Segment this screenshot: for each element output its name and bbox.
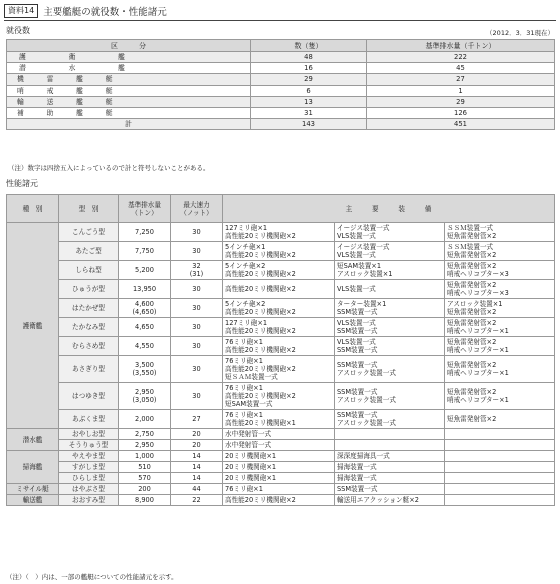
class-name: あたご型 — [59, 242, 119, 261]
equipment-3 — [445, 495, 555, 506]
table-row — [7, 440, 555, 451]
equipment-2: VLS装置一式 SSM装置一式 — [335, 318, 445, 337]
row-count: 13 — [251, 96, 367, 107]
equipment-2 — [335, 429, 445, 440]
section-title-specs: 性能諸元 — [6, 179, 38, 188]
equipment-2: SSM装置一式 アスロック装置一式 — [335, 410, 445, 429]
displacement: 8,900 — [119, 495, 171, 506]
equipment-1: 127ミリ砲×1 高性能20ミリ機関砲×2 — [223, 223, 335, 242]
equipment-3 — [445, 473, 555, 484]
displacement: 4,550 — [119, 337, 171, 356]
table-row — [7, 85, 555, 96]
class-name: あさぎり型 — [59, 356, 119, 383]
column-header-type: 種 別 — [7, 195, 59, 223]
equipment-1: 76ミリ砲×1 高性能20ミリ機関砲×2 短ＳＡＭ装置一式 — [223, 356, 335, 383]
specs-note: （注）（ ）内は、一部の艦艇についての性能諸元を示す。 — [6, 573, 178, 581]
table-row — [7, 495, 555, 506]
class-name: ひらしま型 — [59, 473, 119, 484]
table-row — [7, 383, 555, 410]
displacement: 1,000 — [119, 451, 171, 462]
displacement: 13,950 — [119, 280, 171, 299]
class-name: しらね型 — [59, 261, 119, 280]
header-rule — [4, 20, 556, 21]
row-tonnage: 29 — [367, 96, 555, 107]
displacement: 5,200 — [119, 261, 171, 280]
max-speed: 30 — [171, 318, 223, 337]
row-count: 48 — [251, 52, 367, 63]
equipment-1: 高性能20ミリ機関砲×2 — [223, 280, 335, 299]
column-header-displacement: 基準排水量 （トン） — [119, 195, 171, 223]
equipment-1: 20ミリ機関砲×1 — [223, 451, 335, 462]
equipment-2: イージス装置一式 VLS装置一式 — [335, 223, 445, 242]
class-name: こんごう型 — [59, 223, 119, 242]
equipment-1: 76ミリ砲×1 高性能20ミリ機関砲×2 短SAM装置一式 — [223, 383, 335, 410]
displacement: 200 — [119, 484, 171, 495]
equipment-2: 掃海装置一式 — [335, 473, 445, 484]
table-row — [7, 429, 555, 440]
table-row — [7, 337, 555, 356]
equipment-3: 短魚雷発射管×2 — [445, 410, 555, 429]
equipment-3: 短魚雷発射管×2 哨戒ヘリコプター×1 — [445, 383, 555, 410]
equipment-1: 76ミリ砲×1 高性能20ミリ機関砲×1 — [223, 410, 335, 429]
table-row — [7, 242, 555, 261]
class-name: やえやま型 — [59, 451, 119, 462]
equipment-1: 127ミリ砲×1 高性能20ミリ機関砲×2 — [223, 318, 335, 337]
section-title-commission: 就役数 — [6, 26, 30, 35]
equipment-2: イージス装置一式 VLS装置一式 — [335, 242, 445, 261]
class-name: はつゆき型 — [59, 383, 119, 410]
max-speed: 20 — [171, 429, 223, 440]
displacement: 2,950 (3,050) — [119, 383, 171, 410]
max-speed: 30 — [171, 337, 223, 356]
equipment-1: 20ミリ機関砲×1 — [223, 473, 335, 484]
column-header-equipment: 主 要 装 備 — [223, 195, 555, 223]
row-label: 機 雷 艦 艇 — [7, 74, 251, 85]
max-speed: 30 — [171, 356, 223, 383]
max-speed: 27 — [171, 410, 223, 429]
equipment-2: VLS装置一式 — [335, 280, 445, 299]
equipment-1: 20ミリ機関砲×1 — [223, 462, 335, 473]
displacement: 3,500 (3,550) — [119, 356, 171, 383]
displacement: 2,750 — [119, 429, 171, 440]
equipment-3: ＳＳＭ装置一式 短魚雷発射管×2 — [445, 223, 555, 242]
equipment-3: ＳＳＭ装置一式 短魚雷発射管×2 — [445, 242, 555, 261]
class-name: むらさめ型 — [59, 337, 119, 356]
equipment-2: VLS装置一式 SSM装置一式 — [335, 337, 445, 356]
row-label: 護 衛 艦 — [7, 52, 251, 63]
max-speed: 44 — [171, 484, 223, 495]
table-row — [7, 52, 555, 63]
table-row — [7, 107, 555, 118]
equipment-2: 輸送用エアクッション艇×2 — [335, 495, 445, 506]
as-of-date: （2012．3．31現在） — [486, 29, 554, 37]
table-row — [7, 484, 555, 495]
max-speed: 30 — [171, 299, 223, 318]
row-label: 哨 戒 艦 艇 — [7, 85, 251, 96]
table-row — [7, 473, 555, 484]
table-row — [7, 280, 555, 299]
equipment-3: 短魚雷発射管×2 哨戒ヘリコプター×1 — [445, 318, 555, 337]
category-cell: ミサイル艇 — [7, 484, 59, 495]
column-header-category: 区 分 — [7, 40, 251, 52]
row-count: 29 — [251, 74, 367, 85]
total-row — [7, 119, 555, 130]
max-speed: 30 — [171, 242, 223, 261]
displacement: 2,950 — [119, 440, 171, 451]
row-count: 6 — [251, 85, 367, 96]
specs-table — [6, 194, 555, 506]
equipment-2: SSM装置一式 アスロック装置一式 — [335, 356, 445, 383]
equipment-1: 76ミリ砲×1 — [223, 484, 335, 495]
category-cell: 潜水艦 — [7, 429, 59, 451]
equipment-2: 掃海装置一式 — [335, 462, 445, 473]
commission-note: （注）数字は四捨五入によっているので計と符号しないことがある。 — [8, 164, 210, 172]
max-speed: 14 — [171, 473, 223, 484]
equipment-3: アスロック装置×1 短魚雷発射管×2 — [445, 299, 555, 318]
document-title: 主要艦艇の就役数・性能諸元 — [43, 7, 167, 18]
table-row — [7, 451, 555, 462]
displacement: 570 — [119, 473, 171, 484]
row-count: 31 — [251, 107, 367, 118]
category-cell: 護衛艦 — [7, 223, 59, 429]
displacement: 4,650 — [119, 318, 171, 337]
displacement: 7,250 — [119, 223, 171, 242]
total-count: 143 — [251, 119, 367, 130]
class-name: そうりゅう型 — [59, 440, 119, 451]
equipment-2 — [335, 440, 445, 451]
equipment-1: 5インチ砲×2 高性能20ミリ機関砲×2 — [223, 299, 335, 318]
max-speed: 30 — [171, 383, 223, 410]
equipment-1: 5インチ砲×1 高性能20ミリ機関砲×2 — [223, 242, 335, 261]
table-row — [7, 462, 555, 473]
equipment-1: 高性能20ミリ機関砲×2 — [223, 495, 335, 506]
max-speed: 22 — [171, 495, 223, 506]
table-row — [7, 261, 555, 280]
total-tonnage: 451 — [367, 119, 555, 130]
displacement: 4,600 (4,650) — [119, 299, 171, 318]
column-header-count: 数（隻） — [251, 40, 367, 52]
total-label: 計 — [7, 119, 251, 130]
displacement: 7,750 — [119, 242, 171, 261]
max-speed: 14 — [171, 462, 223, 473]
max-speed: 30 — [171, 280, 223, 299]
equipment-3: 短魚雷発射管×2 哨戒ヘリコプター×3 — [445, 261, 555, 280]
table-row — [7, 299, 555, 318]
row-tonnage: 45 — [367, 63, 555, 74]
column-header-class: 型 別 — [59, 195, 119, 223]
document-badge: 資料14 — [4, 4, 38, 18]
equipment-1: 5インチ砲×2 高性能20ミリ機関砲×2 — [223, 261, 335, 280]
row-count: 16 — [251, 63, 367, 74]
class-name: はやぶさ型 — [59, 484, 119, 495]
class-name: おおすみ型 — [59, 495, 119, 506]
row-tonnage: 1 — [367, 85, 555, 96]
max-speed: 30 — [171, 223, 223, 242]
table-row — [7, 356, 555, 383]
class-name: おやしお型 — [59, 429, 119, 440]
equipment-3 — [445, 462, 555, 473]
displacement: 510 — [119, 462, 171, 473]
class-name: たかなみ型 — [59, 318, 119, 337]
row-tonnage: 27 — [367, 74, 555, 85]
equipment-1: 76ミリ砲×1 高性能20ミリ機関砲×2 — [223, 337, 335, 356]
max-speed: 20 — [171, 440, 223, 451]
table-row — [7, 74, 555, 85]
row-label: 潜 水 艦 — [7, 63, 251, 74]
equipment-3 — [445, 484, 555, 495]
displacement: 2,000 — [119, 410, 171, 429]
table-row — [7, 63, 555, 74]
document-header — [4, 4, 167, 18]
table-row — [7, 96, 555, 107]
class-name: すがしま型 — [59, 462, 119, 473]
table-row — [7, 318, 555, 337]
equipment-2: 短SAM装置×1 アスロック装置×1 — [335, 261, 445, 280]
equipment-1: 水中発射管一式 — [223, 429, 335, 440]
equipment-2: 深深度掃海具一式 — [335, 451, 445, 462]
equipment-3 — [445, 440, 555, 451]
equipment-3: 短魚雷発射管×2 哨戒ヘリコプター×1 — [445, 356, 555, 383]
category-cell: 輸送艦 — [7, 495, 59, 506]
class-name: はたかぜ型 — [59, 299, 119, 318]
class-name: あぶくま型 — [59, 410, 119, 429]
table-row — [7, 410, 555, 429]
max-speed: 32 (31) — [171, 261, 223, 280]
equipment-2: ターター装置×1 SSM装置一式 — [335, 299, 445, 318]
max-speed: 14 — [171, 451, 223, 462]
equipment-3: 短魚雷発射管×2 哨戒ヘリコプター×1 — [445, 337, 555, 356]
category-cell: 掃海艦 — [7, 451, 59, 484]
column-header-tonnage: 基準排水量（千トン） — [367, 40, 555, 52]
equipment-2: SSM装置一式 — [335, 484, 445, 495]
equipment-3: 短魚雷発射管×2 哨戒ヘリコプター×3 — [445, 280, 555, 299]
equipment-3 — [445, 429, 555, 440]
row-tonnage: 126 — [367, 107, 555, 118]
row-label: 輸 送 艦 艇 — [7, 96, 251, 107]
equipment-1: 水中発射管一式 — [223, 440, 335, 451]
equipment-3 — [445, 451, 555, 462]
equipment-2: SSM装置一式 アスロック装置一式 — [335, 383, 445, 410]
commission-table — [6, 39, 555, 130]
table-row — [7, 223, 555, 242]
column-header-speed: 最大速力 （ノット） — [171, 195, 223, 223]
class-name: ひゅうが型 — [59, 280, 119, 299]
row-label: 補 助 艦 艇 — [7, 107, 251, 118]
row-tonnage: 222 — [367, 52, 555, 63]
